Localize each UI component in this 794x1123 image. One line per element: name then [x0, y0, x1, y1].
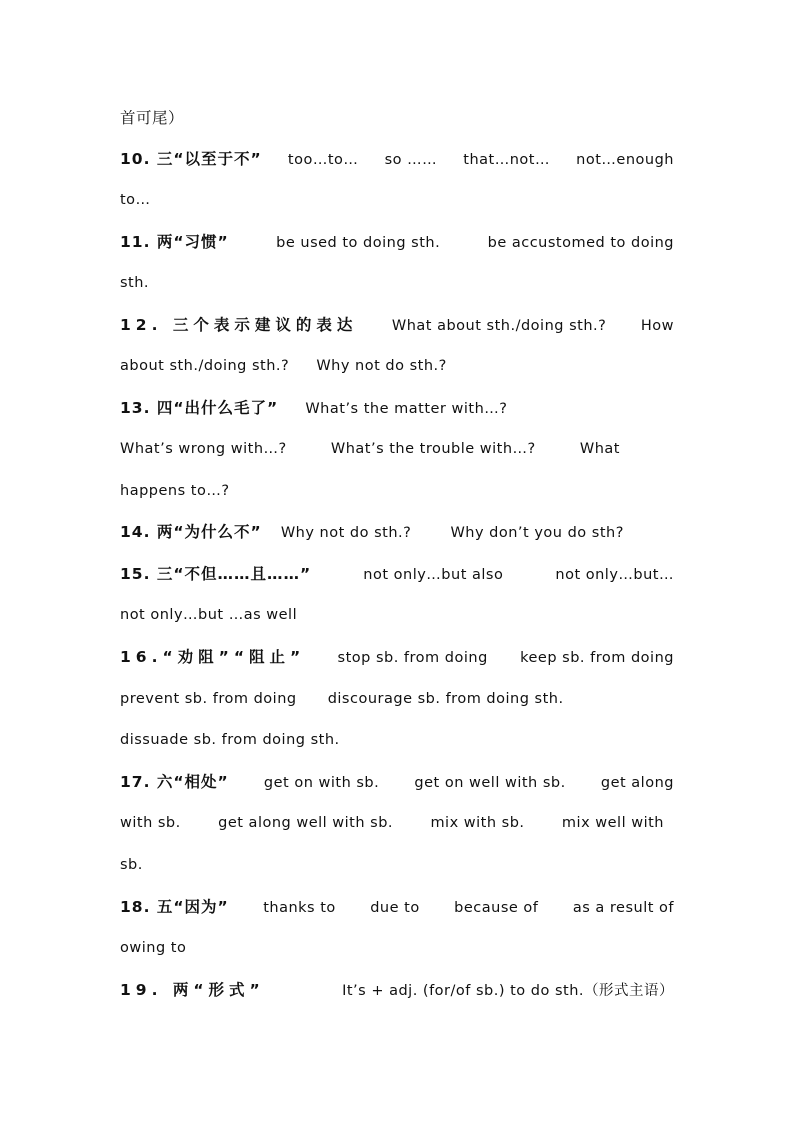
text-line — [120, 730, 674, 750]
phrase: because of — [454, 900, 539, 916]
phrase: not only…but… — [555, 567, 674, 583]
phrase: that…not… — [463, 152, 550, 168]
item-heading: 18. 五“因为” — [120, 898, 229, 916]
phrase: not…enough — [576, 152, 674, 168]
item-heading: 14. 两“为什么不” — [120, 523, 262, 541]
phrase: dissuade sb. from doing sth. — [120, 732, 340, 748]
phrase: discourage sb. from doing sth. — [327, 691, 564, 707]
phrase: happens to…? — [120, 483, 230, 499]
phrase: What’s wrong with…? — [120, 441, 287, 457]
phrase: sb. — [120, 857, 143, 873]
item-heading: 13. 四“出什么毛了” — [120, 399, 279, 417]
item-heading: 11. 两“习惯” — [120, 233, 229, 251]
phrase: not only…but …as well — [120, 607, 298, 623]
phrase: Why not do sth.? — [316, 358, 447, 374]
phrase: as a result of — [572, 900, 674, 916]
phrase: so …… — [384, 152, 438, 168]
item-heading: 17. 六“相处” — [120, 773, 229, 791]
text-line — [120, 481, 674, 501]
item-heading: 10. 三“以至于不” — [120, 150, 262, 168]
phrase: mix with sb. — [430, 815, 525, 831]
phrase: be accustomed to doing — [487, 235, 674, 251]
phrase: not only…but also — [363, 567, 504, 583]
phrase: It’s + adj. (for/of sb.) to do sth.（形式主语） — [342, 983, 674, 999]
phrase: keep sb. from doing — [520, 650, 674, 666]
text-line — [120, 439, 620, 459]
phrase: get along — [600, 775, 674, 791]
phrase: What — [579, 441, 620, 457]
text-line — [120, 108, 674, 129]
phrase: with sb. — [120, 815, 181, 831]
line-text: 首可尾） — [120, 109, 185, 127]
text-line — [120, 813, 664, 833]
item-10-heading-line — [120, 149, 674, 170]
phrase: too…to… — [287, 152, 359, 168]
text-line — [120, 855, 674, 875]
phrase: be used to doing sth. — [276, 235, 441, 251]
phrase: stop sb. from doing — [337, 650, 488, 666]
text-line — [120, 605, 674, 625]
phrase: Why not do sth.? — [280, 525, 412, 541]
phrase: thanks to — [263, 900, 336, 916]
item-11-heading-line — [120, 232, 674, 253]
phrase: get on well with sb. — [414, 775, 566, 791]
item-15-heading-line — [120, 564, 674, 585]
item-19-heading-line — [120, 980, 674, 1001]
phrase: Why don’t you do sth? — [450, 525, 624, 541]
phrase: to… — [120, 192, 151, 208]
phrase: mix well with — [561, 815, 664, 831]
phrase: prevent sb. from doing — [120, 691, 297, 707]
item-16-heading-line — [120, 647, 674, 668]
text-line — [120, 273, 674, 293]
text-line — [120, 938, 674, 958]
phrase: What about sth./doing sth.? — [391, 318, 607, 334]
item-17-heading-line — [120, 772, 674, 793]
item-heading: 19. 两“形式” — [120, 981, 265, 999]
phrase: What’s the matter with…? — [305, 401, 508, 417]
phrase: get along well with sb. — [218, 815, 394, 831]
item-18-heading-line — [120, 897, 674, 918]
phrase: What’s the trouble with…? — [330, 441, 536, 457]
item-heading: 15. 三“不但……且……” — [120, 565, 312, 583]
item-heading: 12. 三个表示建议的表达 — [120, 316, 358, 334]
text-line — [120, 689, 674, 709]
item-13-heading-line — [120, 398, 674, 419]
item-heading: 16.“劝阻”“阻止” — [120, 648, 306, 666]
phrase: How — [640, 318, 674, 334]
phrase: about sth./doing sth.? — [120, 358, 290, 374]
text-line — [120, 190, 674, 210]
phrase: due to — [370, 900, 420, 916]
text-line — [120, 356, 674, 376]
phrase: get on with sb. — [263, 775, 380, 791]
item-12-heading-line — [120, 315, 674, 336]
phrase: owing to — [120, 940, 187, 956]
phrase: sth. — [120, 275, 150, 291]
item-14-heading-line — [120, 522, 674, 543]
